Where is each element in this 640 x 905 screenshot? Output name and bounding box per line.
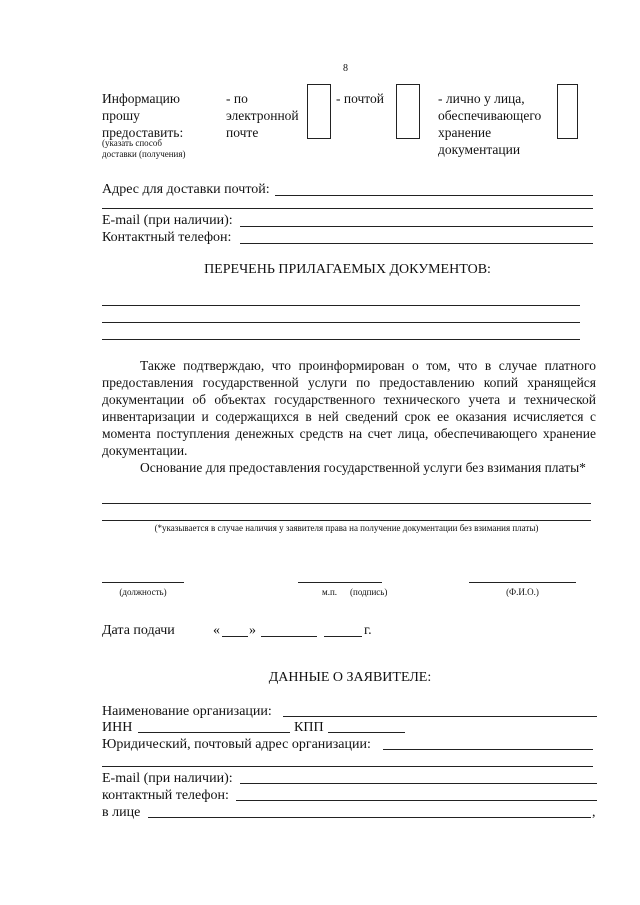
- signature-label: (подпись): [350, 587, 388, 597]
- date-close-quote: »: [249, 623, 256, 638]
- documents-line-3[interactable]: [102, 339, 580, 340]
- inn-field[interactable]: [138, 732, 290, 733]
- option-email-checkbox[interactable]: [307, 84, 331, 139]
- position-label: (должность): [119, 587, 167, 597]
- date-year-suffix: г.: [364, 623, 372, 638]
- applicant-phone-field[interactable]: [236, 800, 597, 801]
- email-field[interactable]: [240, 226, 593, 227]
- person-label: в лице: [102, 805, 141, 820]
- date-day-field[interactable]: [222, 636, 248, 637]
- org-name-field[interactable]: [283, 716, 597, 717]
- date-month-field[interactable]: [261, 636, 317, 637]
- option-email-label: - по электронной почте: [226, 91, 299, 140]
- confirmation-paragraph: Также подтверждаю, что проинформирован о том, что в случае платного предоставления государственной услуги по предоставлению копий хранящейся документации об объектах государственного технического учета и технической инвентаризации и содержащихся в ней сведений срок ее оказания исчисляется с момента поступления денежных средств на счет лица, обеспечивающего хранение документации.: [102, 358, 596, 458]
- inn-label: ИНН: [102, 720, 133, 735]
- address-label: Адрес для доставки почтой:: [102, 182, 270, 197]
- free-basis-line-2[interactable]: [102, 520, 591, 521]
- person-field[interactable]: [148, 817, 591, 818]
- free-basis-note: (*указывается в случае наличия у заявителя права на получение документации без взимания платы): [154, 523, 539, 533]
- full-name-label: (Ф.И.О.): [506, 587, 539, 597]
- applicant-email-label: E-mail (при наличии):: [102, 771, 233, 786]
- signature-field[interactable]: [298, 582, 382, 583]
- free-basis-paragraph: Основание для предоставления государственной услуги без взимания платы*: [140, 460, 586, 475]
- documents-heading: ПЕРЕЧЕНЬ ПРИЛАГАЕМЫХ ДОКУМЕНТОВ:: [204, 262, 491, 277]
- date-year-field[interactable]: [324, 636, 362, 637]
- phone-field[interactable]: [240, 243, 593, 244]
- org-address-field-line-2[interactable]: [102, 766, 593, 767]
- submit-date-label: Дата подачи: [102, 623, 175, 638]
- full-name-field[interactable]: [469, 582, 576, 583]
- org-address-field[interactable]: [383, 749, 593, 750]
- applicant-phone-label: контактный телефон:: [102, 788, 229, 803]
- position-field[interactable]: [102, 582, 184, 583]
- delivery-intro: Информацию прошу предоставить:: [102, 91, 184, 140]
- kpp-field[interactable]: [328, 732, 405, 733]
- address-field[interactable]: [275, 195, 593, 196]
- trailing-comma: ,: [592, 805, 596, 820]
- kpp-label: КПП: [294, 720, 324, 735]
- applicant-email-field[interactable]: [240, 783, 597, 784]
- address-field-line-2[interactable]: [102, 208, 593, 209]
- date-open-quote: «: [213, 623, 220, 638]
- delivery-intro-note: (указать способ доставки (получения): [102, 138, 186, 159]
- email-label: E-mail (при наличии):: [102, 213, 233, 228]
- phone-label: Контактный телефон:: [102, 230, 232, 245]
- free-basis-line-1[interactable]: [102, 503, 591, 504]
- documents-line-1[interactable]: [102, 305, 580, 306]
- org-name-label: Наименование организации:: [102, 704, 272, 719]
- stamp-label: м.п.: [322, 587, 338, 597]
- documents-line-2[interactable]: [102, 322, 580, 323]
- org-address-label: Юридический, почтовый адрес организации:: [102, 737, 371, 752]
- page-number: 8: [343, 63, 348, 74]
- option-in-person-checkbox[interactable]: [557, 84, 578, 139]
- option-in-person-label: - лично у лица, обеспечивающего хранение документации: [438, 91, 542, 157]
- option-post-label: - почтой: [336, 91, 384, 106]
- applicant-heading: ДАННЫЕ О ЗАЯВИТЕЛЕ:: [268, 670, 432, 685]
- option-post-checkbox[interactable]: [396, 84, 420, 139]
